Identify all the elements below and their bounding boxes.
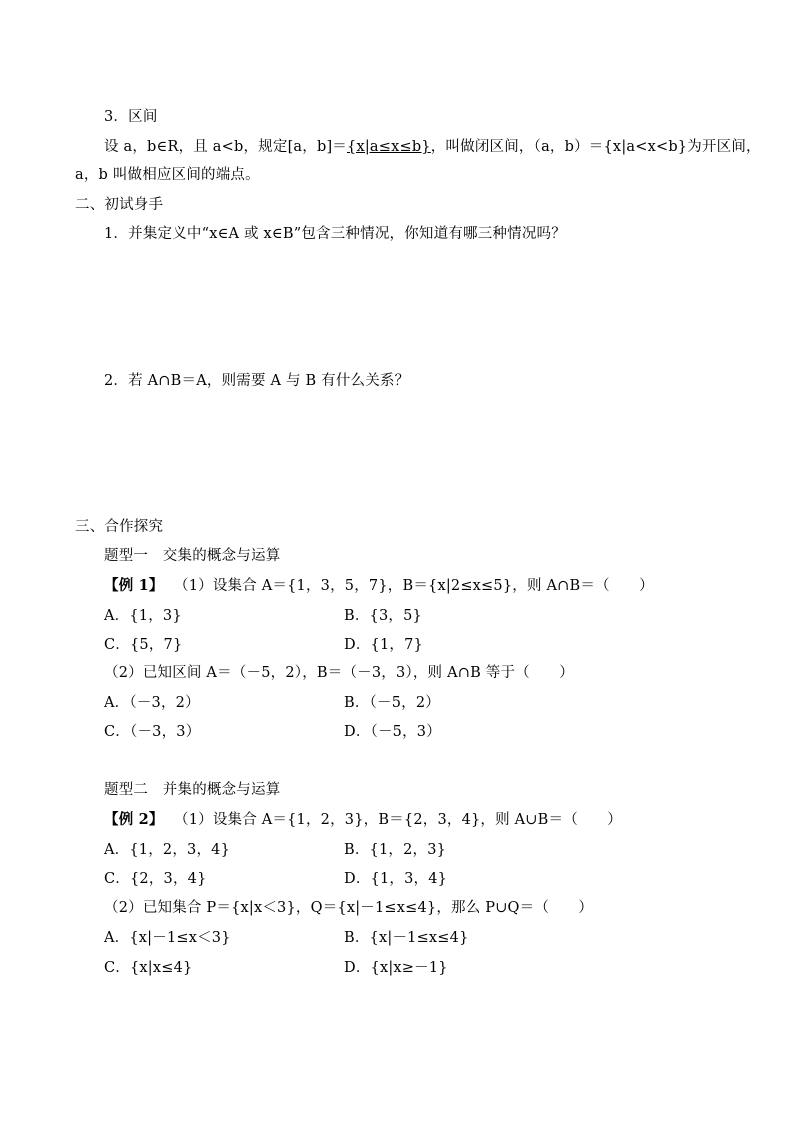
example2-p1-stem: （1）设集合 A＝{1，2，3}，B＝{2，3，4}，则 A∪B＝（ ） <box>174 812 622 828</box>
try-question-2: 2．若 A∩B＝A，则需要 A 与 B 有什么关系？ <box>104 373 410 389</box>
example1-tag: 【例 1】 <box>104 577 164 594</box>
option-b: B．{1，2，3} <box>344 842 447 858</box>
option-c: C．{5，7} <box>104 637 183 653</box>
option-c: C．{x|x≤4} <box>104 960 193 976</box>
try-question-1: 1．并集定义中“x∈A 或 x∈B”包含三种情况，你知道有哪三种情况吗？ <box>104 226 566 242</box>
type1-title: 题型一 交集的概念与运算 <box>104 548 281 564</box>
interval-heading: 3．区间 <box>104 109 158 125</box>
option-d: D．（－5，3） <box>344 724 441 740</box>
example1-p1-stem: （1）设集合 A＝{1，3，5，7}，B＝{x|2≤x≤5}，则 A∩B＝（ ） <box>174 578 654 594</box>
option-a: A．{1，2，3，4} <box>104 842 231 858</box>
example1-p2-stem: （2）已知区间 A＝（－5，2），B＝（－3，3），则 A∩B 等于（ ） <box>104 665 574 681</box>
option-a: A．（－3，2） <box>104 695 200 711</box>
option-d: D．{1，3，4} <box>344 871 448 887</box>
type2-title: 题型二 并集的概念与运算 <box>104 782 281 798</box>
try-heading: 二、初试身手 <box>75 197 164 213</box>
option-d: D．{x|x≥－1} <box>344 960 448 976</box>
interval-text-pre: 设 a，b∈R，且 a<b，规定[a，b]＝ <box>104 139 348 155</box>
closed-interval-set: {x|a≤x≤b} <box>347 139 431 155</box>
explore-heading: 三、合作探究 <box>75 519 164 535</box>
interval-text-post: ，叫做闭区间，（a，b）＝{x|a<x<b}为开区间， <box>430 139 761 155</box>
example2-tag: 【例 2】 <box>104 811 164 828</box>
interval-definition-line1 <box>104 137 794 157</box>
option-d: D．{1，7} <box>344 637 423 653</box>
option-a: A．{1，3} <box>104 608 182 624</box>
option-a: A．{x|－1≤x＜3} <box>104 930 231 946</box>
option-c: C．{2，3，4} <box>104 871 207 887</box>
option-b: B．{3，5} <box>344 608 422 624</box>
option-b: B．（－5，2） <box>344 695 440 711</box>
interval-definition-line2: a，b 叫做相应区间的端点。 <box>75 167 260 183</box>
option-c: C．（－3，3） <box>104 724 201 740</box>
option-b: B．{x|－1≤x≤4} <box>344 930 469 946</box>
example2-p2-stem: （2）已知集合 P＝{x|x＜3}，Q＝{x|－1≤x≤4}，那么 P∪Q＝（ ） <box>104 900 594 916</box>
